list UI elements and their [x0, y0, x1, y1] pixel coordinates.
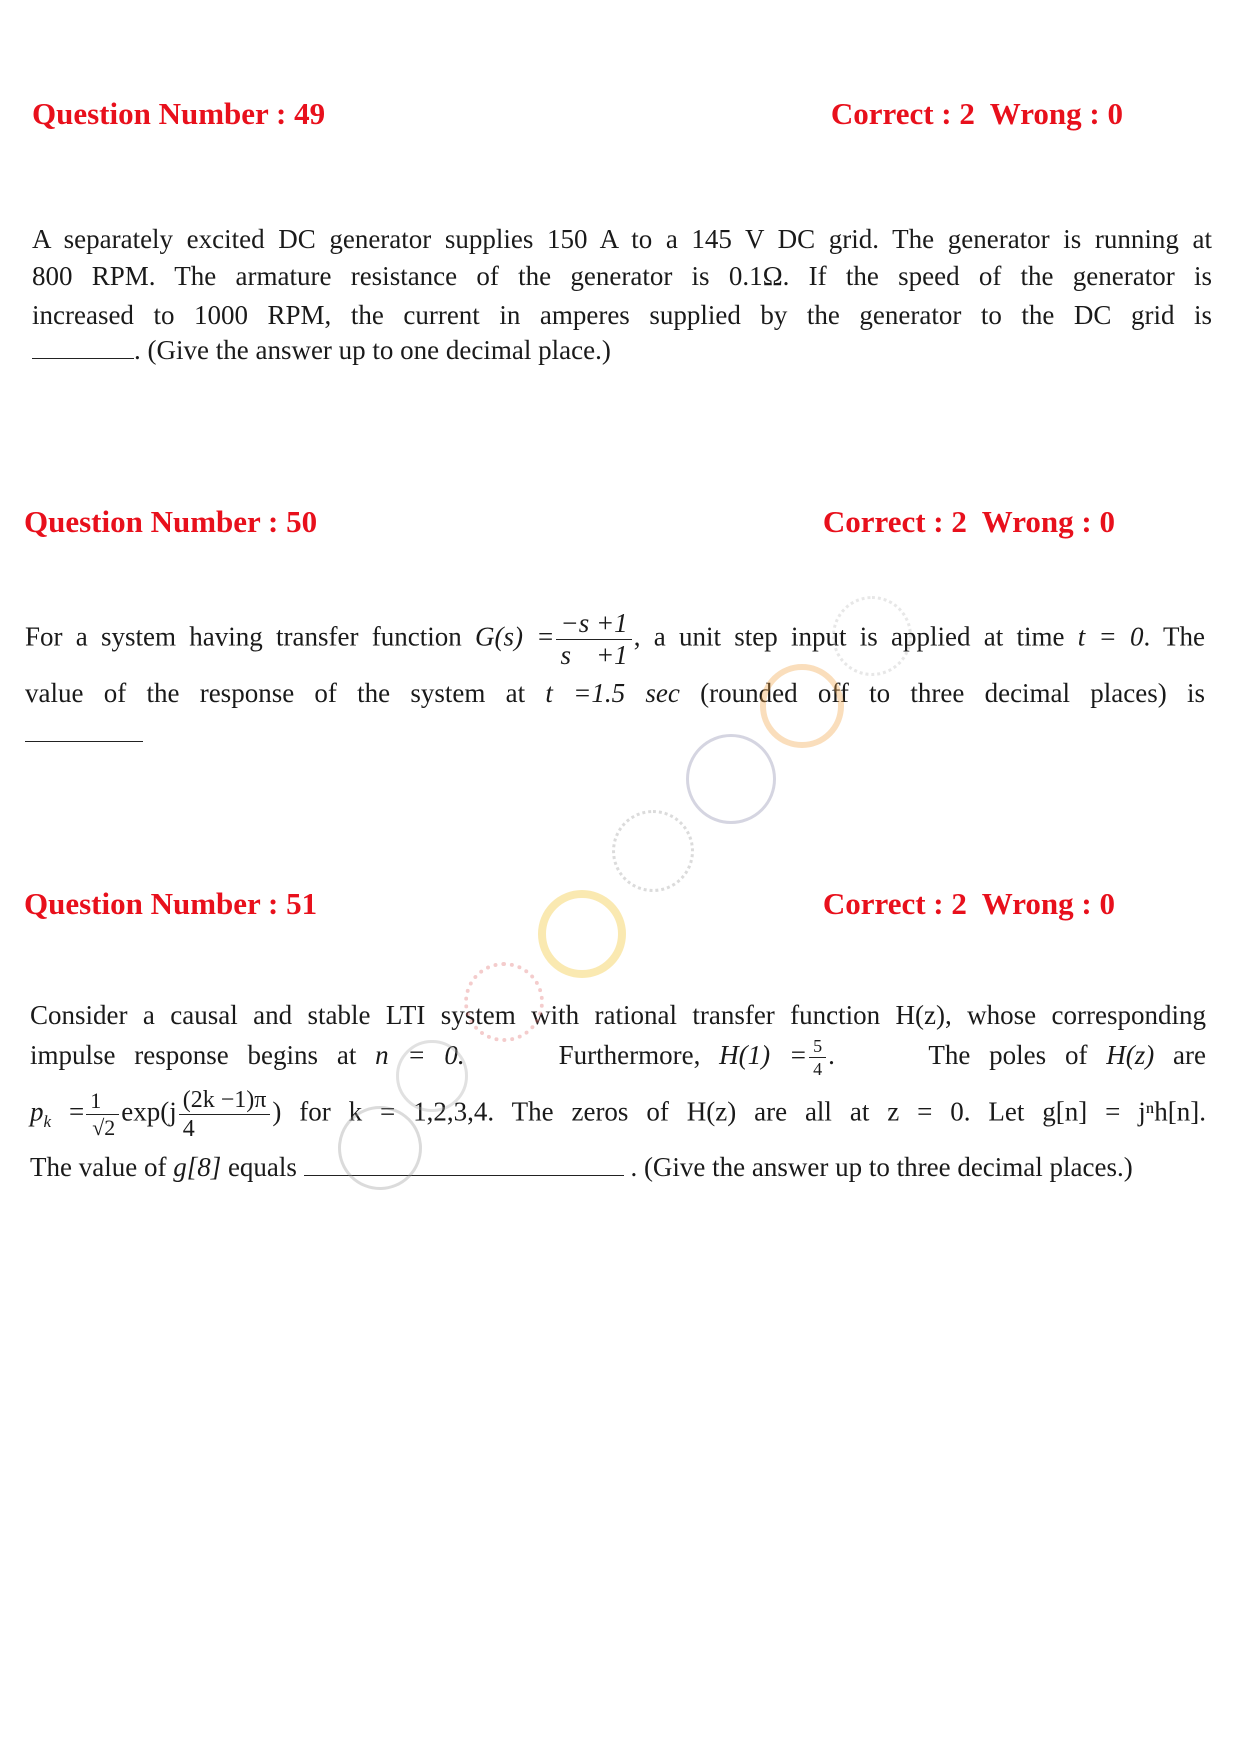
- question-text-fragment: ) for k = 1,2,3,4. The zeros of H(z) are all at z = 0. Let g[n] = jⁿh[n].: [272, 1097, 1206, 1127]
- question-text-line: [30, 1086, 1206, 1143]
- watermark-seal-icon: [338, 1106, 422, 1190]
- answer-blank: [25, 740, 143, 742]
- fraction-denominator: s +1: [560, 640, 628, 670]
- question-text-fragment: value of the response of the system at: [25, 678, 546, 708]
- question-text-line-last: [30, 1147, 1206, 1187]
- math-expression: t =1.5 sec: [545, 678, 680, 708]
- question-text-fragment: . (Give the answer up to one decimal place.): [134, 335, 611, 365]
- math-expression: t = 0: [1077, 621, 1144, 652]
- math-expression: g[8]: [173, 1152, 222, 1183]
- pole-angle-fraction: [179, 1086, 271, 1143]
- question-text-fragment: , a unit step input is applied at time: [633, 621, 1078, 652]
- question-text-fragment: impulse response begins at: [30, 1040, 376, 1070]
- watermark-seal-icon: [396, 1040, 468, 1112]
- pole-magnitude-fraction: [86, 1088, 119, 1141]
- question-text-fragment: The poles of: [928, 1040, 1107, 1070]
- question-51-text: [30, 995, 1206, 1187]
- watermark-seal-icon: [464, 962, 544, 1042]
- question-text-line-last: [25, 713, 1205, 735]
- transfer-function-fraction: [556, 608, 631, 671]
- transfer-function-label: G(s) =: [475, 621, 555, 652]
- question-text-line: impulse response begins at n = 0. Furthermore, H(1) = $\frac{5}{4}$ . The poles of H(z) are: [30, 1036, 1207, 1080]
- math-expression: H(z): [1106, 1040, 1155, 1070]
- math-expression: =: [51, 1097, 85, 1127]
- watermark-seal-icon: [612, 810, 694, 892]
- question-49-header: [0, 96, 1240, 140]
- fraction-denominator: 4: [813, 1059, 823, 1080]
- watermark-seal-icon: [686, 734, 776, 824]
- question-text-fragment: (rounded off to three decimal places) is: [679, 678, 1206, 708]
- math-expression: n = 0.: [375, 1040, 465, 1070]
- h1-fraction: [809, 1035, 826, 1080]
- math-subscript: k: [43, 1112, 52, 1132]
- question-49-text: [32, 222, 1212, 368]
- question-number: Question Number : 50: [24, 504, 318, 539]
- question-text-line: [25, 608, 1205, 671]
- fraction-numerator: −s +1: [560, 608, 628, 638]
- fraction-numerator: 1: [86, 1088, 119, 1115]
- question-text-line: [25, 673, 1205, 713]
- question-text-line-last: [32, 333, 1212, 368]
- question-text-fragment: For a system having transfer function: [25, 621, 475, 652]
- watermark-seal-icon: [832, 596, 912, 676]
- question-number: Question Number : 51: [24, 886, 318, 921]
- question-text-fragment: . (Give the answer up to three decimal places.): [630, 1152, 1133, 1183]
- question-text-line: 800 RPM. The armature resistance of the generator is 0.1Ω. If the speed of the generator is: [32, 261, 1212, 291]
- question-text-line: A separately excited DC generator supplies 150 A to a 145 V DC grid. The generator is running at: [32, 224, 1212, 254]
- question-text-fragment: . The: [1143, 621, 1206, 652]
- fraction-numerator: 5: [809, 1035, 826, 1058]
- fraction-denominator: √2: [92, 1115, 116, 1141]
- score-info: Correct : 2 Wrong : 0: [830, 96, 1123, 131]
- question-50-header: [0, 504, 1240, 548]
- answer-blank: [32, 357, 134, 359]
- math-expression: p: [30, 1097, 44, 1127]
- question-text-line: Consider a causal and stable LTI system with rational transfer function H(z), whose corresponding: [30, 1000, 1206, 1030]
- fraction-denominator: 4: [182, 1116, 195, 1143]
- watermark-seal-icon: [538, 890, 626, 978]
- question-text-fragment: are: [1154, 1040, 1207, 1070]
- question-text-fragment: The value of: [30, 1152, 174, 1183]
- watermark-seal-icon: [760, 664, 844, 748]
- score-info: Correct : 2 Wrong : 0: [822, 886, 1115, 921]
- math-expression: exp(j: [121, 1097, 177, 1127]
- question-number: Question Number : 49: [32, 96, 326, 131]
- question-50-text: [25, 608, 1205, 735]
- question-text-fragment: equals: [221, 1152, 297, 1183]
- fraction-numerator: (2k −1)π: [179, 1086, 271, 1115]
- score-info: Correct : 2 Wrong : 0: [822, 504, 1115, 539]
- question-text-line: increased to 1000 RPM, the current in amperes supplied by the generator to the DC grid is: [32, 300, 1212, 330]
- math-expression: H(1) =: [719, 1040, 808, 1070]
- question-text-fragment: Furthermore,: [558, 1040, 720, 1070]
